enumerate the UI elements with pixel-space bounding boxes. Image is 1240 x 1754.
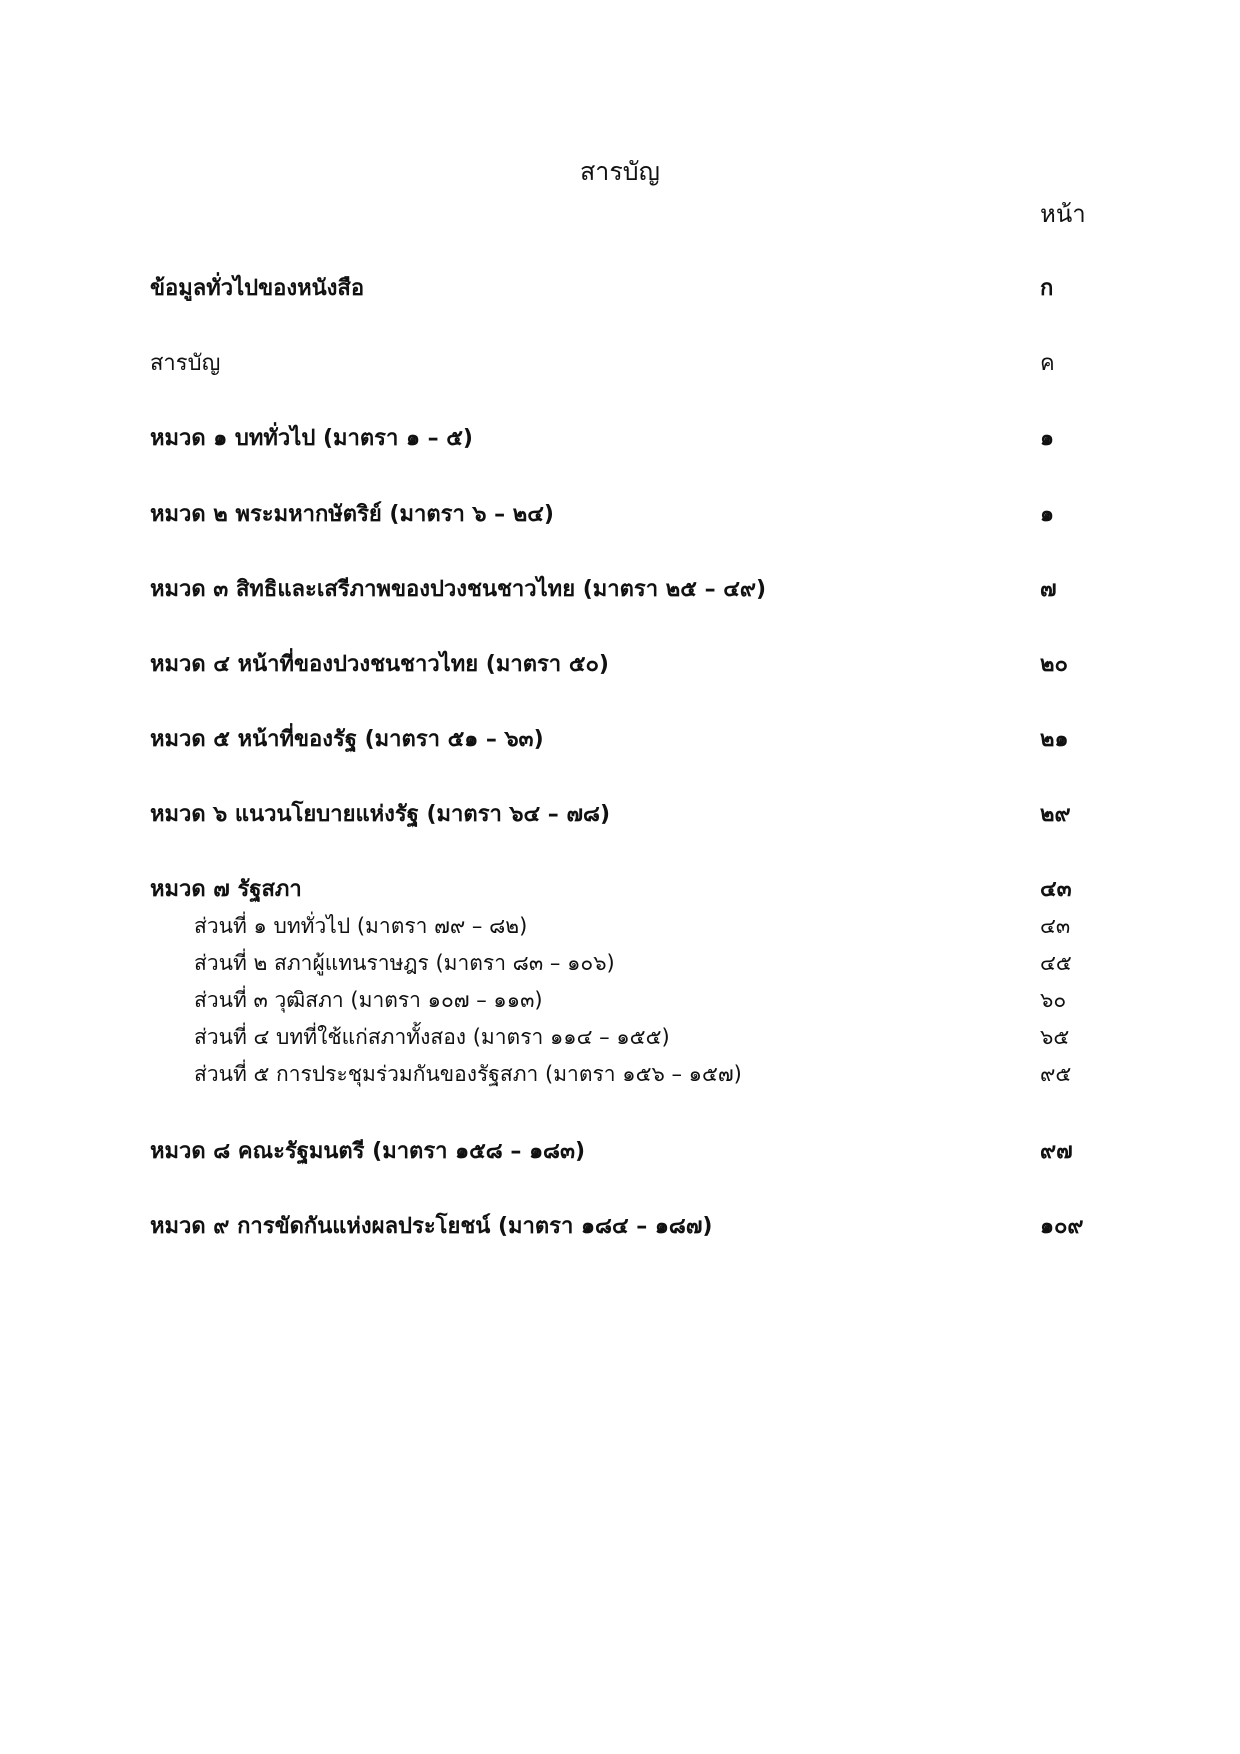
toc-entry-page: ๑ <box>1040 502 1054 527</box>
toc-entry-label: หมวด ๘ คณะรัฐมนตรี (มาตรา ๑๕๘ – ๑๘๓) <box>150 1139 586 1164</box>
toc-subentry-page: ๔๓ <box>1040 914 1071 938</box>
toc-entry-label: หมวด ๒ พระมหากษัตริย์ (มาตรา ๖ – ๒๔) <box>150 502 554 527</box>
toc-subentry-page: ๙๕ <box>1040 1062 1072 1086</box>
toc-subentry-page: ๔๕ <box>1040 951 1072 975</box>
toc-subentry-label: ส่วนที่ ๕ การประชุมร่วมกันของรัฐสภา (มาตรา ๑๕๖ – ๑๕๗) <box>194 1062 742 1086</box>
toc-subentry-page: ๖๐ <box>1040 988 1067 1012</box>
page-title: สารบัญ <box>580 157 660 186</box>
toc-entry-label: หมวด ๗ รัฐสภา <box>150 877 302 902</box>
toc-entry-page: ๗ <box>1040 577 1057 602</box>
toc-subentry-label: ส่วนที่ ๔ บทที่ใช้แก่สภาทั้งสอง (มาตรา ๑๑๔ – ๑๕๕) <box>194 1025 670 1049</box>
toc-entry-page: ๑ <box>1040 426 1054 451</box>
toc-entry-page: ๒๑ <box>1040 727 1069 752</box>
toc-entry-page: ก <box>1040 276 1054 301</box>
toc-entry-page: ๒๙ <box>1040 802 1071 827</box>
toc-entry-page: ๑๐๙ <box>1040 1214 1084 1239</box>
page-column-header: หน้า <box>1040 200 1086 228</box>
toc-entry-label: สารบัญ <box>150 351 221 376</box>
toc-entry-label: หมวด ๔ หน้าที่ของปวงชนชาวไทย (มาตรา ๕๐) <box>150 652 609 677</box>
toc-subentry-label: ส่วนที่ ๒ สภาผู้แทนราษฎร (มาตรา ๘๓ – ๑๐๖) <box>194 951 615 975</box>
toc-entry-page: ๒๐ <box>1040 652 1068 677</box>
toc-entry-label: หมวด ๙ การขัดกันแห่งผลประโยชน์ (มาตรา ๑๘๔ – ๑๘๗) <box>150 1214 713 1239</box>
toc-entry-page: ค <box>1040 351 1055 376</box>
toc-entry-label: หมวด ๖ แนวนโยบายแห่งรัฐ (มาตรา ๖๔ – ๗๘) <box>150 802 611 827</box>
toc-entry-label: หมวด ๕ หน้าที่ของรัฐ (มาตรา ๕๑ – ๖๓) <box>150 727 544 752</box>
toc-entry-label: หมวด ๑ บททั่วไป (มาตรา ๑ – ๕) <box>150 426 473 451</box>
toc-entry-page: ๔๓ <box>1040 877 1072 902</box>
toc-entry-page: ๙๗ <box>1040 1139 1073 1164</box>
toc-subentry-page: ๖๕ <box>1040 1025 1070 1049</box>
toc-entry-label: หมวด ๓ สิทธิและเสรีภาพของปวงชนชาวไทย (มาตรา ๒๕ – ๔๙) <box>150 577 767 602</box>
toc-entry-label: ข้อมูลทั่วไปของหนังสือ <box>150 276 365 301</box>
toc-subentry-label: ส่วนที่ ๓ วุฒิสภา (มาตรา ๑๐๗ – ๑๑๓) <box>194 988 543 1012</box>
toc-subentry-label: ส่วนที่ ๑ บททั่วไป (มาตรา ๗๙ – ๘๒) <box>194 914 528 938</box>
